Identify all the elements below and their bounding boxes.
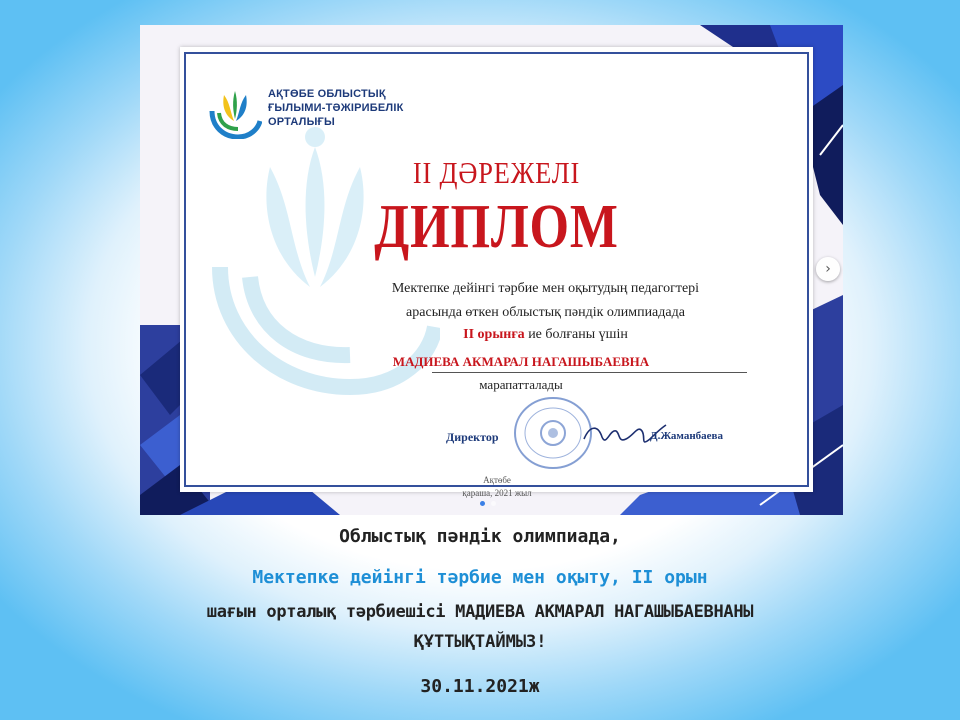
city-text: Ақтөбе	[483, 475, 511, 485]
winner-name: МАДИЕВА АКМАРАЛ НАГАШЫБАЕВНА	[392, 354, 650, 369]
carousel-dot-2[interactable]	[491, 501, 496, 506]
director-label: Директор	[446, 430, 499, 444]
diploma-certificate	[180, 47, 813, 498]
caption-line-1: Облыстық пәндік олимпиада,	[339, 526, 621, 547]
caption-line-3: шағын орталық тәрбиешісі МАДИЕВА АКМАРАЛ НАГАШЫБАЕВНАНЫ	[206, 602, 754, 622]
issue-date-text: қараша, 2021 жыл	[462, 488, 532, 498]
director-name: Д.Жаманбаева	[650, 430, 723, 442]
carousel-dots	[480, 501, 496, 506]
awarded-text: марапатталады	[479, 377, 563, 392]
place-label: II орынға	[463, 327, 525, 342]
carousel-dot-1[interactable]	[480, 501, 485, 506]
organization-logo-icon	[208, 87, 262, 139]
place-rest: ие болғаны үшін	[524, 327, 628, 342]
diploma-text-line-3	[229, 327, 843, 343]
org-line-2: ҒЫЛЫМИ-ТӘЖІРИБЕЛІК	[268, 102, 404, 114]
diploma-photo	[140, 25, 843, 515]
org-line-3: ОРТАЛЫҒЫ	[268, 116, 335, 128]
diploma-text-line-1: Мектепке дейінгі тәрбие мен оқытудың педагогтері	[391, 281, 700, 296]
chevron-right-icon: ›	[825, 261, 831, 277]
caption-line-2: Мектепке дейінгі тәрбие мен оқыту, II орын	[252, 567, 708, 588]
next-slide-button[interactable]	[816, 257, 840, 281]
diploma-text-line-2: арасында өткен облыстық пәндік олимпиадада	[406, 305, 685, 320]
place-and-date	[452, 474, 542, 500]
diploma-degree: II ДӘРЕЖЕЛІ	[412, 155, 581, 190]
diploma-title: ДИПЛОМ	[374, 193, 619, 261]
org-line-1: АҚТӨБЕ ОБЛЫСТЫҚ	[268, 88, 386, 100]
caption-line-4: ҚҰТТЫҚТАЙМЫЗ!	[413, 632, 547, 652]
winner-underline	[432, 372, 747, 373]
organization-name	[268, 87, 404, 129]
caption-date: 30.11.2021ж	[420, 676, 540, 697]
